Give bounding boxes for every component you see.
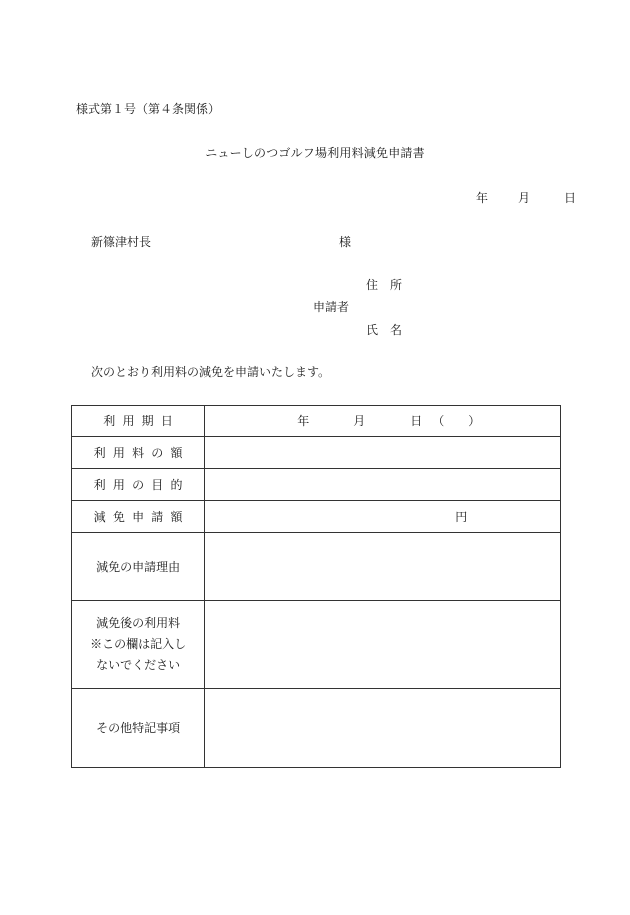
table-row-use-date (72, 406, 561, 437)
exemption-amount-field[interactable] (205, 501, 561, 533)
label-other-remarks: その他特記事項 (72, 689, 205, 768)
form-number: 様式第１号（第４条関係） (76, 102, 221, 116)
intro-text: 次のとおり利用料の減免を申請いたします。 (91, 365, 331, 379)
addressee-name: 新篠津村長 (91, 235, 152, 249)
other-remarks-field[interactable] (205, 689, 561, 768)
applicant-name-label: 氏 名 (366, 323, 403, 337)
date-day-label: 日 (564, 191, 577, 205)
addressee-honorific: 様 (339, 235, 352, 249)
label-exemption-reason: 減免の申請理由 (72, 533, 205, 601)
use-date-weekday-paren: （ ） (432, 414, 481, 428)
label-exemption-amount: 減免申請額 (72, 501, 205, 533)
exemption-reason-field[interactable] (205, 533, 561, 601)
application-form-table (71, 405, 561, 768)
use-date-month-label: 月 (353, 414, 366, 428)
label-fee-after-exemption-line-1: 減免後の利用料 (96, 616, 181, 630)
fee-amount-field[interactable] (205, 437, 561, 469)
table-row-exemption-reason (72, 533, 561, 601)
label-use-date: 利用期日 (72, 406, 205, 437)
table-row-exemption-amount (72, 501, 561, 533)
yen-unit-label: 円 (455, 509, 468, 524)
label-fee-after-exemption (72, 601, 205, 689)
table-row-fee-amount (72, 437, 561, 469)
use-date-day-label: 日 (410, 414, 423, 428)
date-year-label: 年 (476, 191, 489, 205)
label-fee-after-exemption-line-2: ※この欄は記入し (90, 637, 187, 651)
purpose-field[interactable] (205, 469, 561, 501)
label-fee-amount: 利用料の額 (72, 437, 205, 469)
table-row-other-remarks (72, 689, 561, 768)
use-date-field[interactable] (205, 406, 561, 437)
table-row-purpose (72, 469, 561, 501)
label-fee-after-exemption-line-3: ないでください (96, 658, 181, 672)
date-month-label: 月 (518, 191, 531, 205)
fee-after-exemption-field[interactable] (205, 601, 561, 689)
applicant-address-label: 住 所 (366, 278, 403, 292)
document-title: ニューしのつゴルフ場利用料減免申請書 (205, 146, 425, 160)
application-date (476, 192, 576, 204)
applicant-label: 申請者 (313, 300, 350, 314)
table-row-fee-after-exemption (72, 601, 561, 689)
label-purpose: 利用の目的 (72, 469, 205, 501)
use-date-year-label: 年 (297, 414, 310, 428)
